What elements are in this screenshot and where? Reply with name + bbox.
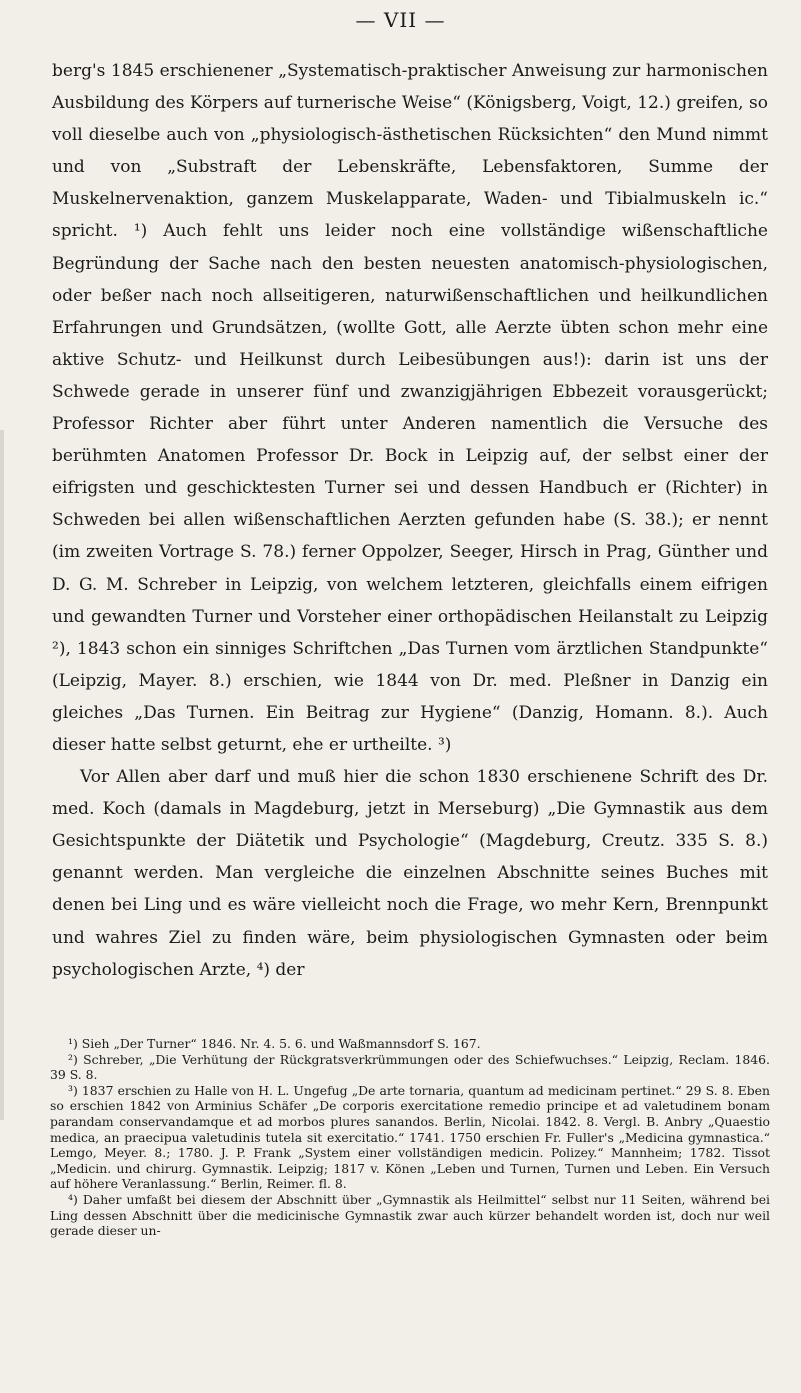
footnote: ³) 1837 erschien zu Halle von H. L. Ungefug „De arte tornaria, quantum ad medicinam pertinet.“ 29 S. 8. Eben so erschien 1842 von Arminius Schäfer „De corporis exercitatione remedio principe et ad valetudinem bonam parandam conservandamque et ad morbos plures sanandos. Berlin, Nicolai. 1842. 8. Vergl. B. Anbry „Quaestio medica, an praecipua valetudinis tutela sit exercitatio.“ 1741. 1750 erschien Fr. Fuller's „Medicina gymnastica.“ Lemgo, Meyer. 8.; 1780. J. P. Frank „System einer vollständigen medicin. Polizey.“ Mannheim; 1782. Tissot „Medicin. und chirurg. Gymnastik. Leipzig; 1817 v. Könen „Leben und Turnen, Turnen und Leben. Ein Versuch auf höhere Veranlassung.“ Berlin, Reimer. fl. 8.	[50, 1082, 770, 1192]
footnote: ¹) Sieh „Der Turner“ 1846. Nr. 4. 5. 6. und Waßmannsdorf S. 167.	[68, 1036, 481, 1051]
footnote: ²) Schreber, „Die Verhütung der Rückgratsverkrümmungen oder des Schiefwuchses.“ Leipzig, Reclam. 1846. 39 S. 8.	[50, 1051, 770, 1083]
footnotes	[50, 1018, 770, 1239]
footnote: ⁴) Daher umfaßt bei diesem der Abschnitt über „Gymnastik als Heilmittel“ selbst nur 11 Seiten, während bei Ling dessen Abschnitt über die medicinische Gymnastik zwar auch kürzer behandelt worden ist, doch nur weil gerade dieser un-	[50, 1191, 770, 1239]
page-number: — VII —	[355, 8, 446, 32]
body-text	[52, 55, 768, 986]
paragraph: berg's 1845 erschienener „Systematisch-praktischer Anweisung zur harmonischen Ausbildung des Körpers auf turnerische Weise“ (Königsberg, Voigt, 12.) greifen, so voll dieselbe auch von „physiologisch-ästhetischen Rücksichten“ den Mund nimmt und von „Substraft der Lebenskräfte, Lebensfaktoren, Summe der Muskelnervenaktion, ganzem Muskelapparate, Waden- und Tibialmuskeln ic.“ spricht. ¹) Auch fehlt uns leider noch eine vollständige wißenschaftliche Begründung der Sache nach den besten neuesten anatomisch-physiologischen, oder beßer nach noch allseitigeren, naturwißenschaftlichen und heilkundlichen Erfahrungen und Grundsätzen, (wollte Gott, alle Aerzte übten schon mehr eine aktive Schutz- und Heilkunst durch Leibesübungen aus!): darin ist uns der Schwede gerade in unserer fünf und zwanzigjährigen Ebbezeit vorausgerückt; Professor Richter aber führt unter Anderen namentlich die Versuche des berühmten Anatomen Professor Dr. Bock in Leipzig auf, der selbst einer der eifrigsten und geschicktesten Turner sei und dessen Handbuch er (Richter) in Schweden bei allen wißenschaftlichen Aerzten gefunden habe (S. 38.); er nennt (im zweiten Vortrage S. 78.) ferner Oppolzer, Seeger, Hirsch in Prag, Günther und D. G. M. Schreber in Leipzig, von welchem letzteren, gleichfalls einem eifrigen und gewandten Turner und Vorsteher einer orthopädischen Heilanstalt zu Leipzig ²), 1843 schon ein sinniges Schriftchen „Das Turnen vom ärztlichen Standpunkte“ (Leipzig, Mayer. 8.) erschien, wie 1844 von Dr. med. Pleßner in Danzig ein gleiches „Das Turnen. Ein Beitrag zur Hygiene“ (Danzig, Homann. 8.). Auch dieser hatte selbst geturnt, ehe er urtheilte. ³)	[52, 61, 768, 755]
binding-shadow	[0, 430, 4, 1120]
paragraph: Vor Allen aber darf und muß hier die schon 1830 erschienene Schrift des Dr. med. Koch (damals in Magdeburg, jetzt in Merseburg) „Die Gymnastik aus dem Gesichtspunkte der Diätetik und Psychologie“ (Magdeburg, Creutz. 335 S. 8.) genannt werden. Man vergleiche die einzelnen Abschnitte seines Buches mit denen bei Ling und es wäre vielleicht noch die Frage, wo mehr Kern, Brennpunkt und wahres Ziel zu finden wäre, beim physiologischen Gymnasten oder beim psychologischen Arzte, ⁴) der	[52, 767, 768, 980]
